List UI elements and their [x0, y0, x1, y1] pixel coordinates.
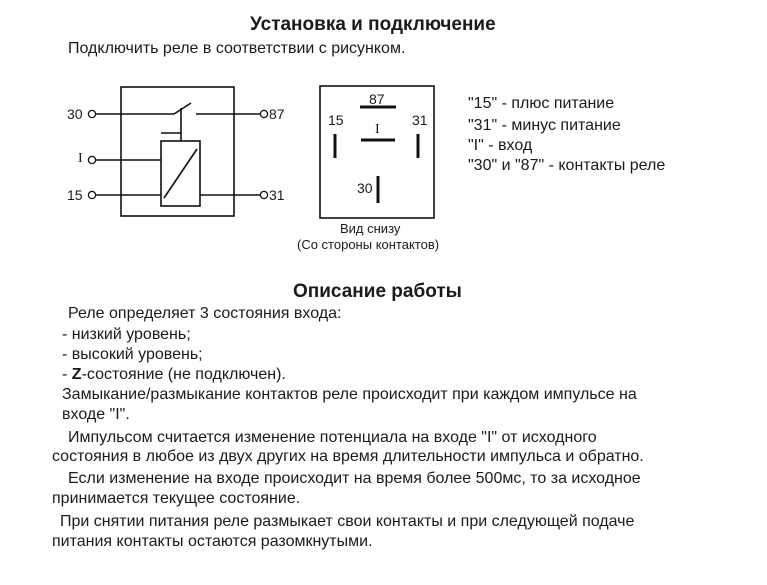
- legend-item: "31" - минус питание: [468, 117, 621, 134]
- description-line: входе "I".: [62, 406, 130, 423]
- schematic-pin-30-label: 30: [67, 106, 83, 122]
- description-line: Реле определяет 3 состояния входа:: [68, 305, 342, 322]
- bottom-pin-30-label: 30: [357, 180, 373, 196]
- section-title-installation: Установка и подключение: [250, 14, 496, 35]
- installation-instruction: Подключить реле в соответствии с рисунком.: [68, 40, 406, 57]
- pin-30-terminal: [88, 110, 95, 117]
- schematic-pin-31-label: 31: [269, 187, 285, 203]
- bottom-pin-31-label: 31: [412, 112, 428, 128]
- bottom-pin-i-label: I: [375, 122, 380, 137]
- section-title-operation: Описание работы: [293, 281, 462, 302]
- description-line: питания контакты остаются разомкнутыми.: [52, 533, 373, 550]
- description-line: Если изменение на входе происходит на время более 500мс, то за исходное: [68, 470, 641, 487]
- bottom-view-subcaption: (Со стороны контактов): [297, 237, 440, 252]
- legend-item: "30" и "87" - контакты реле: [468, 157, 666, 174]
- bottom-view-caption: Вид снизу: [340, 221, 401, 236]
- pin-31-terminal: [260, 191, 267, 198]
- description-line: При снятии питания реле размыкает свои контакты и при следующей подаче: [60, 513, 635, 530]
- schematic-pin-87-label: 87: [269, 106, 285, 122]
- z-letter: Z: [71, 366, 82, 383]
- bottom-pin-15-label: 15: [328, 112, 344, 128]
- description-line: состояния в любое из двух других на время длительности импульса и обратно.: [52, 448, 644, 465]
- relay-schematic: [88, 87, 267, 216]
- schematic-pin-i-label: I: [78, 151, 83, 166]
- schematic-pin-15-label: 15: [67, 187, 83, 203]
- z-state-text: -состояние (не подключен).: [81, 366, 286, 383]
- description-line: Замыкание/размыкание контактов реле происходит при каждом импульсе на: [62, 386, 637, 403]
- description-line: - низкий уровень;: [62, 326, 191, 343]
- pin-87-terminal: [260, 110, 267, 117]
- z-state-line: - Z-состояние (не подключен).: [62, 366, 286, 383]
- legend-item: "I" - вход: [468, 137, 533, 154]
- bottom-pin-87-label: 87: [369, 91, 385, 107]
- description-line: принимается текущее состояние.: [52, 490, 301, 507]
- pin-i-terminal: [88, 156, 95, 163]
- description-line: Импульсом считается изменение потенциала на входе "I" от исходного: [68, 429, 597, 446]
- legend-item: "15" - плюс питание: [468, 95, 615, 112]
- pin-15-terminal: [88, 191, 95, 198]
- description-line: - высокий уровень;: [62, 346, 203, 363]
